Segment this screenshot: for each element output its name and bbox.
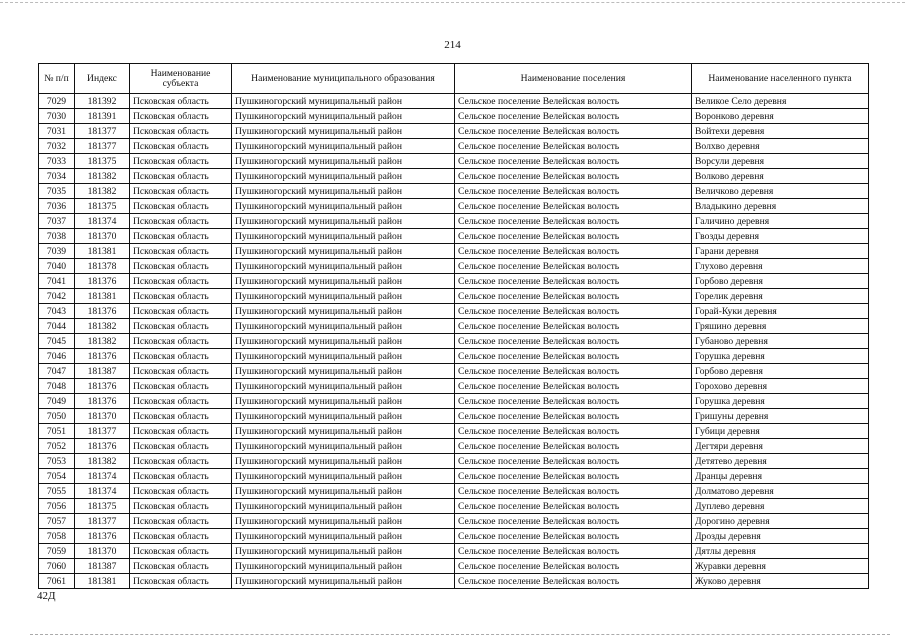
table-row [39,289,869,304]
cell-settlement: Сельское поселение Велейская волость [455,484,692,499]
cell-number: 7037 [39,214,75,229]
cell-settlement: Сельское поселение Велейская волость [455,229,692,244]
scan-edge-bottom [30,634,890,635]
cell-settlement: Сельское поселение Велейская волость [455,349,692,364]
cell-settlement: Сельское поселение Велейская волость [455,304,692,319]
table-row [39,274,869,289]
cell-subject: Псковская область [130,109,232,124]
cell-place: Дегтяри деревня [692,439,869,454]
cell-index: 181382 [75,184,130,199]
page-number: 214 [444,39,461,51]
table-row [39,379,869,394]
cell-subject: Псковская область [130,349,232,364]
cell-number: 7053 [39,454,75,469]
cell-index: 181387 [75,559,130,574]
cell-number: 7036 [39,199,75,214]
cell-settlement: Сельское поселение Велейская волость [455,214,692,229]
header-municipality: Наименование муниципального образования [232,64,455,94]
cell-place: Горелик деревня [692,289,869,304]
table-row [39,229,869,244]
cell-number: 7051 [39,424,75,439]
cell-subject: Псковская область [130,154,232,169]
cell-settlement: Сельское поселение Велейская волость [455,544,692,559]
cell-settlement: Сельское поселение Велейская волость [455,274,692,289]
cell-subject: Псковская область [130,364,232,379]
header-index: Индекс [75,64,130,94]
cell-subject: Псковская область [130,544,232,559]
cell-settlement: Сельское поселение Велейская волость [455,394,692,409]
cell-subject: Псковская область [130,469,232,484]
cell-municipality: Пушкиногорский муниципальный район [232,214,455,229]
scan-edge-top [0,2,905,3]
cell-index: 181377 [75,124,130,139]
cell-number: 7040 [39,259,75,274]
cell-municipality: Пушкиногорский муниципальный район [232,274,455,289]
cell-subject: Псковская область [130,169,232,184]
table-row [39,94,869,109]
cell-municipality: Пушкиногорский муниципальный район [232,349,455,364]
cell-place: Жуково деревня [692,574,869,589]
table-row [39,154,869,169]
cell-settlement: Сельское поселение Велейская волость [455,199,692,214]
cell-settlement: Сельское поселение Велейская волость [455,364,692,379]
cell-number: 7052 [39,439,75,454]
cell-subject: Псковская область [130,574,232,589]
cell-number: 7038 [39,229,75,244]
cell-subject: Псковская область [130,94,232,109]
cell-place: Губаново деревня [692,334,869,349]
cell-subject: Псковская область [130,334,232,349]
cell-number: 7042 [39,289,75,304]
cell-index: 181391 [75,109,130,124]
cell-place: Горохово деревня [692,379,869,394]
cell-index: 181378 [75,259,130,274]
cell-number: 7039 [39,244,75,259]
cell-index: 181377 [75,514,130,529]
cell-place: Ворсули деревня [692,154,869,169]
cell-settlement: Сельское поселение Велейская волость [455,244,692,259]
table-row [39,334,869,349]
cell-settlement: Сельское поселение Велейская волость [455,409,692,424]
cell-place: Войтехи деревня [692,124,869,139]
cell-place: Гвозды деревня [692,229,869,244]
cell-municipality: Пушкиногорский муниципальный район [232,169,455,184]
cell-municipality: Пушкиногорский муниципальный район [232,424,455,439]
cell-index: 181375 [75,199,130,214]
cell-subject: Псковская область [130,139,232,154]
cell-index: 181370 [75,229,130,244]
cell-municipality: Пушкиногорский муниципальный район [232,319,455,334]
cell-municipality: Пушкиногорский муниципальный район [232,154,455,169]
cell-settlement: Сельское поселение Велейская волость [455,319,692,334]
cell-number: 7031 [39,124,75,139]
cell-subject: Псковская область [130,289,232,304]
cell-index: 181377 [75,424,130,439]
cell-settlement: Сельское поселение Велейская волость [455,259,692,274]
cell-settlement: Сельское поселение Велейская волость [455,424,692,439]
cell-settlement: Сельское поселение Велейская волость [455,334,692,349]
cell-settlement: Сельское поселение Велейская волость [455,289,692,304]
cell-index: 181375 [75,154,130,169]
cell-number: 7032 [39,139,75,154]
cell-index: 181376 [75,274,130,289]
cell-subject: Псковская область [130,529,232,544]
cell-place: Дятлы деревня [692,544,869,559]
cell-place: Великое Село деревня [692,94,869,109]
cell-number: 7056 [39,499,75,514]
cell-subject: Псковская область [130,274,232,289]
cell-number: 7059 [39,544,75,559]
cell-index: 181381 [75,244,130,259]
cell-place: Губици деревня [692,424,869,439]
cell-index: 181370 [75,409,130,424]
cell-municipality: Пушкиногорский муниципальный район [232,409,455,424]
footer-code: 42Д [37,590,56,602]
cell-index: 181374 [75,484,130,499]
cell-settlement: Сельское поселение Велейская волость [455,439,692,454]
cell-subject: Псковская область [130,559,232,574]
cell-subject: Псковская область [130,499,232,514]
cell-municipality: Пушкиногорский муниципальный район [232,229,455,244]
cell-place: Галичино деревня [692,214,869,229]
cell-index: 181376 [75,529,130,544]
cell-place: Долматово деревня [692,484,869,499]
cell-municipality: Пушкиногорский муниципальный район [232,559,455,574]
cell-number: 7055 [39,484,75,499]
table-row [39,244,869,259]
cell-settlement: Сельское поселение Велейская волость [455,109,692,124]
cell-number: 7041 [39,274,75,289]
cell-settlement: Сельское поселение Велейская волость [455,94,692,109]
cell-subject: Псковская область [130,394,232,409]
cell-place: Гарани деревня [692,244,869,259]
cell-settlement: Сельское поселение Велейская волость [455,514,692,529]
cell-index: 181376 [75,439,130,454]
cell-number: 7034 [39,169,75,184]
cell-municipality: Пушкиногорский муниципальный район [232,334,455,349]
table-row [39,544,869,559]
table-row [39,484,869,499]
cell-subject: Псковская область [130,319,232,334]
cell-municipality: Пушкиногорский муниципальный район [232,184,455,199]
cell-place: Волково деревня [692,169,869,184]
cell-place: Горушка деревня [692,349,869,364]
header-settlement: Наименование поселения [455,64,692,94]
table-row [39,574,869,589]
cell-subject: Псковская область [130,259,232,274]
settlements-table [38,63,869,589]
cell-number: 7033 [39,154,75,169]
table-row [39,394,869,409]
cell-number: 7030 [39,109,75,124]
cell-number: 7058 [39,529,75,544]
cell-municipality: Пушкиногорский муниципальный район [232,124,455,139]
table-row [39,439,869,454]
cell-number: 7029 [39,94,75,109]
cell-settlement: Сельское поселение Велейская волость [455,529,692,544]
cell-index: 181376 [75,379,130,394]
cell-place: Глухово деревня [692,259,869,274]
table-row [39,514,869,529]
cell-place: Горбово деревня [692,274,869,289]
cell-place: Детятево деревня [692,454,869,469]
cell-number: 7054 [39,469,75,484]
cell-place: Владыкино деревня [692,199,869,214]
cell-index: 181376 [75,394,130,409]
cell-settlement: Сельское поселение Велейская волость [455,139,692,154]
cell-index: 181376 [75,304,130,319]
cell-municipality: Пушкиногорский муниципальный район [232,499,455,514]
table-row [39,184,869,199]
table-row [39,109,869,124]
cell-municipality: Пушкиногорский муниципальный район [232,484,455,499]
table-row [39,424,869,439]
cell-index: 181374 [75,469,130,484]
table-row [39,364,869,379]
cell-number: 7061 [39,574,75,589]
cell-municipality: Пушкиногорский муниципальный район [232,394,455,409]
cell-place: Гряшино деревня [692,319,869,334]
cell-index: 181387 [75,364,130,379]
cell-subject: Псковская область [130,514,232,529]
cell-number: 7046 [39,349,75,364]
table-row [39,409,869,424]
cell-number: 7049 [39,394,75,409]
table-row [39,304,869,319]
cell-place: Горбово деревня [692,364,869,379]
cell-number: 7060 [39,559,75,574]
table-row [39,214,869,229]
table-row [39,319,869,334]
table-row [39,499,869,514]
cell-index: 181370 [75,544,130,559]
cell-subject: Псковская область [130,424,232,439]
cell-subject: Псковская область [130,304,232,319]
cell-settlement: Сельское поселение Велейская волость [455,499,692,514]
cell-settlement: Сельское поселение Велейская волость [455,559,692,574]
table-row [39,454,869,469]
cell-place: Дуплево деревня [692,499,869,514]
cell-place: Дорогино деревня [692,514,869,529]
cell-index: 181375 [75,499,130,514]
cell-number: 7047 [39,364,75,379]
cell-place: Журавки деревня [692,559,869,574]
cell-subject: Псковская область [130,214,232,229]
cell-place: Воронково деревня [692,109,869,124]
cell-number: 7044 [39,319,75,334]
cell-municipality: Пушкиногорский муниципальный район [232,304,455,319]
cell-municipality: Пушкиногорский муниципальный район [232,574,455,589]
cell-number: 7035 [39,184,75,199]
cell-index: 181382 [75,454,130,469]
cell-subject: Псковская область [130,184,232,199]
cell-number: 7050 [39,409,75,424]
cell-municipality: Пушкиногорский муниципальный район [232,259,455,274]
cell-subject: Псковская область [130,379,232,394]
cell-municipality: Пушкиногорский муниципальный район [232,379,455,394]
cell-place: Дранцы деревня [692,469,869,484]
header-row [39,64,869,94]
cell-settlement: Сельское поселение Велейская волость [455,154,692,169]
cell-number: 7045 [39,334,75,349]
cell-municipality: Пушкиногорский муниципальный район [232,364,455,379]
cell-place: Дрозды деревня [692,529,869,544]
cell-number: 7043 [39,304,75,319]
table-row [39,139,869,154]
cell-subject: Псковская область [130,454,232,469]
header-subject: Наименование субъекта [130,64,232,94]
table-body [39,94,869,589]
cell-settlement: Сельское поселение Велейская волость [455,124,692,139]
cell-index: 181377 [75,139,130,154]
header-number: № п/п [39,64,75,94]
table-row [39,349,869,364]
cell-subject: Псковская область [130,229,232,244]
cell-subject: Псковская область [130,244,232,259]
cell-settlement: Сельское поселение Велейская волость [455,454,692,469]
cell-municipality: Пушкиногорский муниципальный район [232,544,455,559]
cell-municipality: Пушкиногорский муниципальный район [232,529,455,544]
cell-settlement: Сельское поселение Велейская волость [455,379,692,394]
cell-settlement: Сельское поселение Велейская волость [455,469,692,484]
cell-place: Горушка деревня [692,394,869,409]
cell-place: Волхво деревня [692,139,869,154]
cell-municipality: Пушкиногорский муниципальный район [232,514,455,529]
cell-municipality: Пушкиногорский муниципальный район [232,439,455,454]
cell-subject: Псковская область [130,199,232,214]
cell-subject: Псковская область [130,484,232,499]
cell-number: 7057 [39,514,75,529]
cell-index: 181382 [75,334,130,349]
header-place: Наименование населенного пункта [692,64,869,94]
cell-index: 181374 [75,214,130,229]
cell-subject: Псковская область [130,124,232,139]
cell-index: 181376 [75,349,130,364]
cell-index: 181381 [75,289,130,304]
table-row [39,169,869,184]
cell-index: 181382 [75,319,130,334]
table-row [39,469,869,484]
cell-municipality: Пушкиногорский муниципальный район [232,454,455,469]
cell-index: 181381 [75,574,130,589]
cell-settlement: Сельское поселение Велейская волость [455,184,692,199]
cell-settlement: Сельское поселение Велейская волость [455,574,692,589]
table-row [39,529,869,544]
cell-index: 181392 [75,94,130,109]
cell-place: Величково деревня [692,184,869,199]
cell-index: 181382 [75,169,130,184]
cell-municipality: Пушкиногорский муниципальный район [232,109,455,124]
table-row [39,259,869,274]
cell-municipality: Пушкиногорский муниципальный район [232,244,455,259]
cell-place: Горай-Куки деревня [692,304,869,319]
cell-settlement: Сельское поселение Велейская волость [455,169,692,184]
cell-municipality: Пушкиногорский муниципальный район [232,469,455,484]
table-row [39,199,869,214]
table-header [39,64,869,94]
cell-subject: Псковская область [130,409,232,424]
cell-place: Гришуны деревня [692,409,869,424]
cell-municipality: Пушкиногорский муниципальный район [232,94,455,109]
cell-municipality: Пушкиногорский муниципальный район [232,199,455,214]
cell-municipality: Пушкиногорский муниципальный район [232,139,455,154]
table-row [39,559,869,574]
cell-municipality: Пушкиногорский муниципальный район [232,289,455,304]
table-row [39,124,869,139]
cell-subject: Псковская область [130,439,232,454]
cell-number: 7048 [39,379,75,394]
